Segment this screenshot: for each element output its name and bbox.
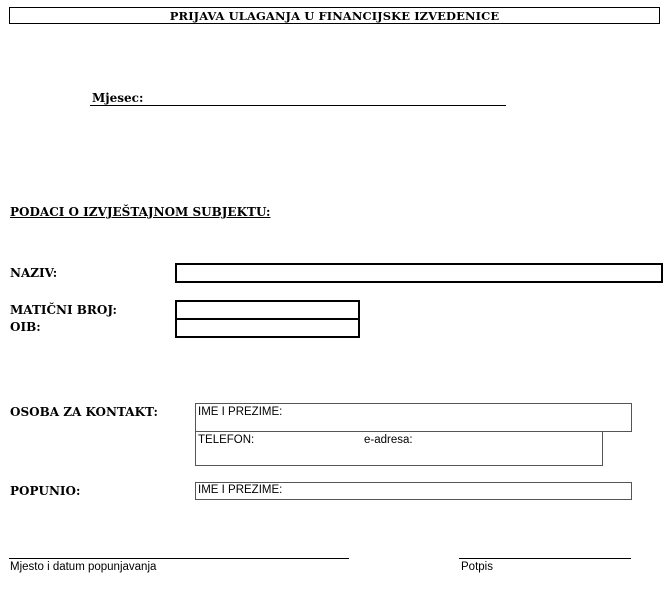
contact-phone-email-input[interactable] bbox=[195, 431, 603, 466]
month-label: Mjesec: bbox=[92, 91, 144, 105]
oib-input[interactable] bbox=[175, 318, 360, 338]
month-input-line[interactable] bbox=[90, 105, 506, 106]
maticni-broj-input[interactable] bbox=[175, 300, 360, 320]
oib-label: OIB: bbox=[10, 320, 41, 334]
naziv-label: NAZIV: bbox=[10, 266, 58, 280]
signature-label: Potpis bbox=[461, 561, 493, 573]
place-date-label: Mjesto i datum popunjavanja bbox=[10, 561, 157, 573]
signature-line[interactable] bbox=[459, 558, 631, 559]
form-title: PRIJAVA ULAGANJA U FINANCIJSKE IZVEDENICE bbox=[9, 7, 660, 24]
place-date-line[interactable] bbox=[9, 558, 349, 559]
filled-by-name-input[interactable] bbox=[195, 482, 632, 500]
contact-name-input[interactable] bbox=[195, 403, 632, 432]
naziv-input[interactable] bbox=[175, 263, 663, 283]
contact-name-label: IME I PREZIME: bbox=[198, 406, 283, 418]
section-title: PODACI O IZVJEŠTAJNOM SUBJEKTU: bbox=[10, 205, 271, 219]
filled-by-label: POPUNIO: bbox=[10, 484, 81, 498]
contact-phone-label: TELEFON: bbox=[198, 434, 255, 446]
contact-person-label: OSOBA ZA KONTAKT: bbox=[10, 405, 158, 419]
contact-email-label: e-adresa: bbox=[364, 434, 413, 446]
maticni-broj-label: MATIČNI BROJ: bbox=[10, 303, 117, 317]
filled-by-name-label: IME I PREZIME: bbox=[198, 484, 283, 496]
